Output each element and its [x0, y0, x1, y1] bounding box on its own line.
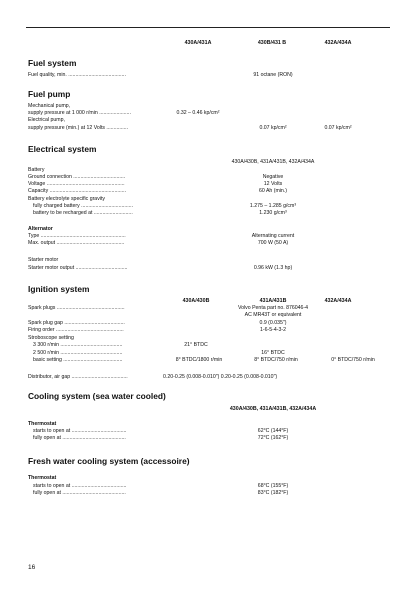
- ignition-col-3: 432A/434A: [324, 298, 352, 304]
- basic-setting-value-2: 8° BTDC/750 r/min: [254, 357, 298, 363]
- starter-output-value: 0.96 kW (1.3 hp): [253, 265, 293, 271]
- battery-heading: Battery: [28, 167, 45, 173]
- charged-label: fully charged battery ....................................: [33, 203, 134, 209]
- header-col-3: 432A/434A: [324, 40, 352, 46]
- capacity-label: Capacity .....................................................: [28, 188, 127, 194]
- section-title-cooling-sea: Cooling system (sea water cooled): [28, 391, 166, 401]
- spark-plugs-value-1: Volvo Penta part no. 876046-4: [237, 305, 309, 311]
- section-title-ignition: Ignition system: [28, 284, 90, 294]
- cooling-fresh-full-value: 83°C (182°F): [257, 490, 289, 496]
- mech-pump-value: 0.32 – 0.46 kp/cm²: [176, 110, 220, 116]
- basic-setting-value-3: 0° BTDC/750 r/min: [331, 357, 375, 363]
- strobe-3300-value: 21° BTDC: [184, 342, 208, 348]
- mech-pump-label-1: Mechanical pump,: [28, 103, 71, 109]
- cooling-sea-models: 430A/430B, 431A/431B, 432A/434A: [229, 406, 317, 412]
- spark-plugs-label: Spark plugs ...............................................: [28, 305, 125, 311]
- cooling-sea-open-value: 62°C (144°F): [257, 428, 289, 434]
- plug-gap-label: Spark plug gap ..........................................: [28, 320, 125, 326]
- header-col-1: 430A/431A: [184, 40, 212, 46]
- starter-output-label: Starter motor output ....................................: [28, 265, 128, 271]
- ground-value: Negative: [262, 174, 284, 180]
- header-col-2: 430B/431 B: [257, 40, 287, 46]
- voltage-label: Voltage ......................................................: [28, 181, 125, 187]
- firing-order-label: Firing order ...............................................: [28, 327, 124, 333]
- cooling-fresh-open-label: starts to open at ......................................: [33, 483, 127, 489]
- plug-gap-value: 0.9 (0.035"): [259, 320, 287, 326]
- starter-heading: Starter motor: [28, 257, 59, 263]
- elec-pump-label-1: Electrical pump,: [28, 117, 65, 123]
- cooling-fresh-thermostat-heading: Thermostat: [28, 475, 57, 481]
- max-output-value: 700 W (50 A): [257, 240, 289, 246]
- max-output-label: Max. output ...............................................: [28, 240, 125, 246]
- fuel-quality-label: Fuel quality, min. ........................................: [28, 72, 126, 78]
- section-title-fuel-system: Fuel system: [28, 58, 77, 68]
- elec-pump-value-2: 0.07 kp/cm²: [324, 125, 352, 131]
- ground-label: Ground connection ....................................: [28, 174, 126, 180]
- firing-order-value: 1-6-5-4-3-2: [260, 327, 286, 333]
- type-value: Alternating current: [251, 233, 295, 239]
- gravity-label: Battery electrolyte specific gravity: [28, 196, 105, 202]
- section-title-electrical: Electrical system: [28, 144, 97, 154]
- strobe-3300-label: 3 300 r/min ...........................................: [33, 342, 123, 348]
- cooling-sea-full-label: fully open at ............................................: [33, 435, 126, 441]
- type-label: Type ...........................................................: [28, 233, 126, 239]
- top-rule: [26, 27, 390, 28]
- section-title-fuel-pump: Fuel pump: [28, 89, 71, 99]
- alternator-heading: Alternator: [28, 226, 53, 232]
- voltage-value: 12 Volts: [263, 181, 283, 187]
- cooling-sea-thermostat-heading: Thermostat: [28, 421, 57, 427]
- ignition-col-2: 431A/431B: [259, 298, 287, 304]
- basic-setting-value-1: 8° BTDC/1800 r/min: [175, 357, 223, 363]
- distributor-gap-label: Distributor, air gap .......................................: [28, 374, 128, 380]
- recharge-value: 1.230 g/cm³: [259, 210, 287, 216]
- fuel-quality-value: 91 octane (RON): [253, 72, 293, 78]
- strobe-2500-label: 2 500 r/min ...........................................: [33, 350, 123, 356]
- basic-setting-label: basic setting .........................................: [33, 357, 123, 363]
- elec-pump-value-1: 0.07 kp/cm²: [259, 125, 287, 131]
- cooling-sea-full-value: 72°C (162°F): [257, 435, 289, 441]
- cooling-fresh-full-label: fully open at ............................................: [33, 490, 126, 496]
- elec-pump-label-2: supply pressure (min.) at 12 Volts ...............: [28, 125, 129, 131]
- mech-pump-label-2: supply pressure at 1 000 r/min ......................: [28, 110, 131, 116]
- page-number: 16: [28, 564, 36, 571]
- recharge-label: battery to be recharged at ...........................: [33, 210, 133, 216]
- cooling-sea-open-label: starts to open at ......................................: [33, 428, 127, 434]
- spark-plugs-value-2: AC MR43T or equivalent: [244, 312, 302, 318]
- stroboscope-label: Stroboscope setting: [28, 335, 74, 341]
- distributor-gap-value: 0.20-0.25 (0.008-0.010") 0.20-0.25 (0.008-0.010"): [163, 374, 278, 380]
- section-title-cooling-fresh: Fresh water cooling system (accessoire): [28, 456, 190, 466]
- ignition-col-1: 430A/430B: [182, 298, 210, 304]
- charged-value: 1.275 – 1.285 g/cm³: [249, 203, 297, 209]
- capacity-value: 60 Ah (min.): [259, 188, 287, 194]
- electrical-models: 430A/430B, 431A/431B, 432A/434A: [231, 159, 315, 165]
- cooling-fresh-open-value: 68°C (155°F): [257, 483, 289, 489]
- strobe-2500-value: 16° BTDC: [261, 350, 285, 356]
